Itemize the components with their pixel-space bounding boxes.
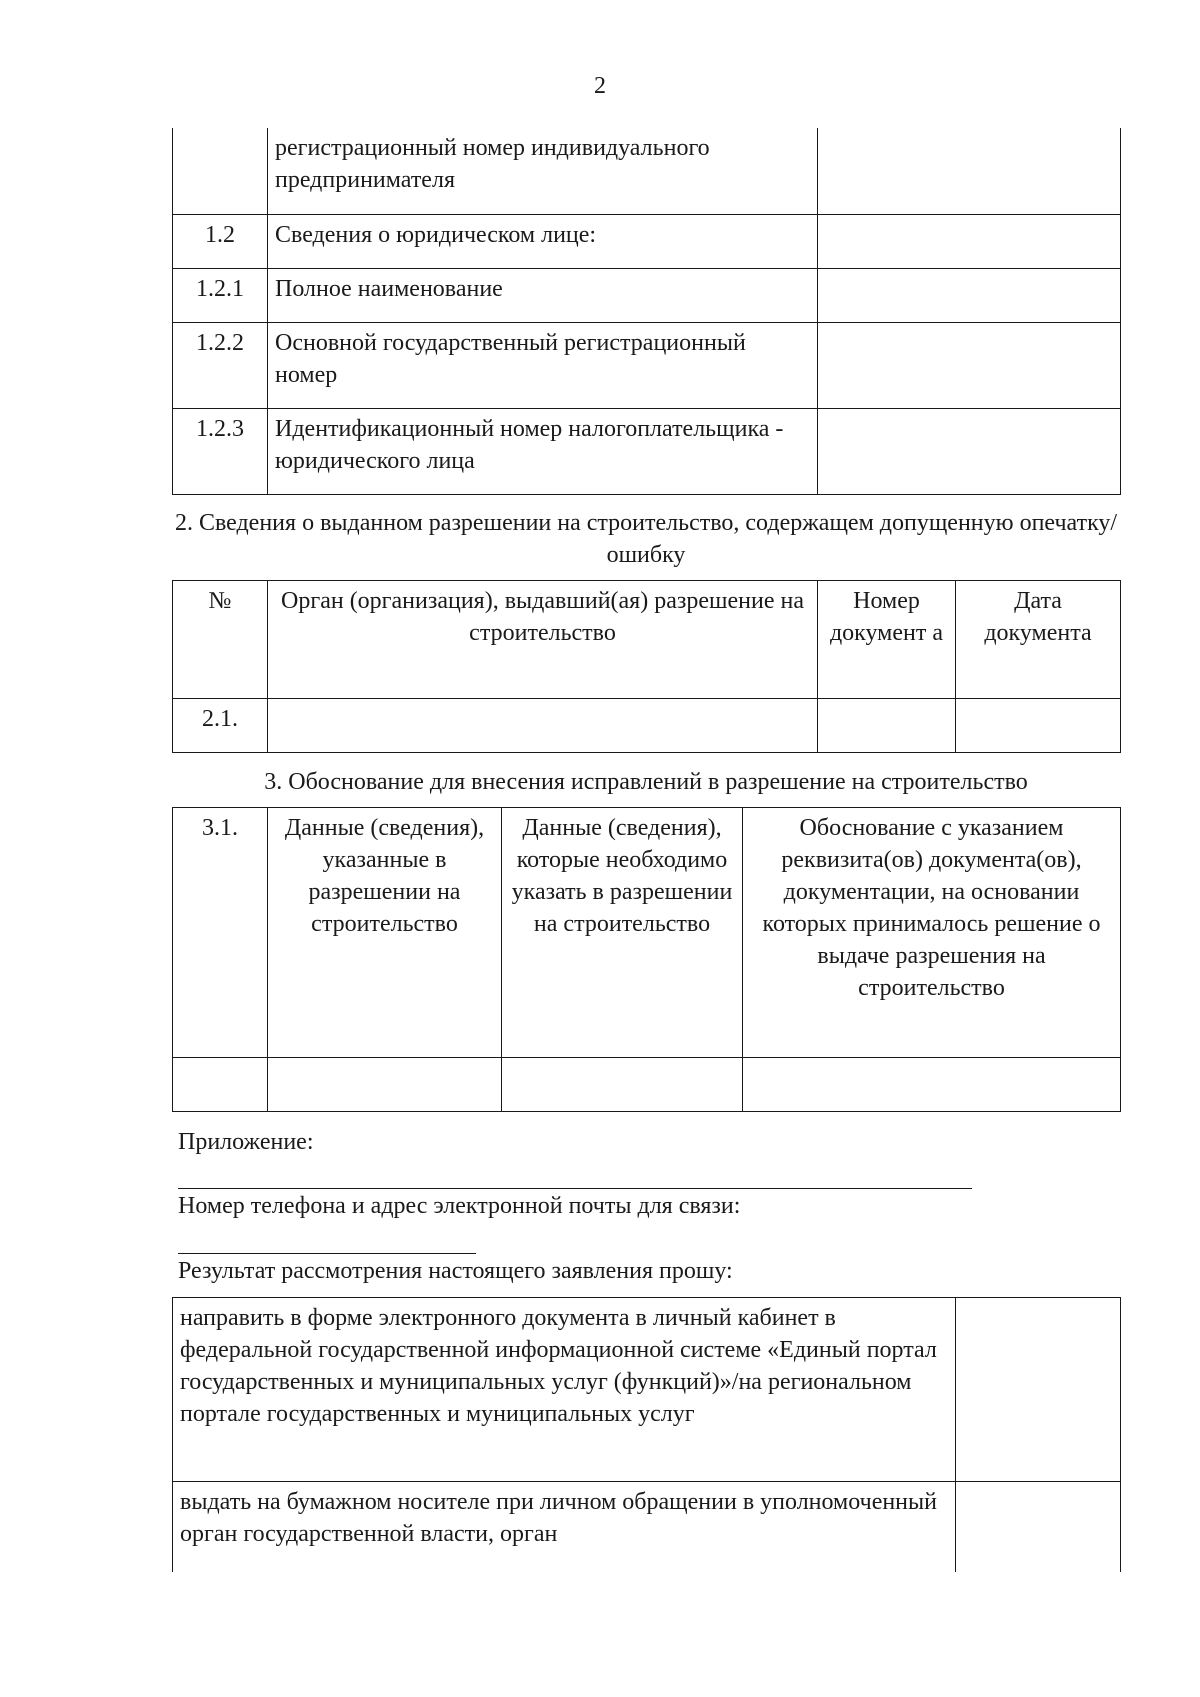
column-header: №: [173, 581, 268, 699]
organ-cell[interactable]: [268, 699, 818, 753]
row-label: Сведения о юридическом лице:: [268, 214, 818, 268]
current-data-cell[interactable]: [268, 1058, 502, 1112]
row-number: 1.2.2: [173, 322, 268, 408]
table-row: [173, 699, 1121, 753]
section2-table: [172, 580, 1121, 753]
section3-table: [172, 807, 1121, 1112]
option-text: направить в форме электронного документа в личный кабинет в федеральной государственной информационной системе «Единый портал государственных и муниципальных услуг (функций)»/на региональном портале государственных и муниципальных услуг: [173, 1298, 956, 1482]
row-number: [173, 1058, 268, 1112]
column-header: Орган (организация), выдавший(ая) разрешение на строительство: [268, 581, 818, 699]
attachment-label: Приложение:: [178, 1129, 314, 1155]
table-row: [173, 408, 1121, 494]
doc-date-cell[interactable]: [956, 699, 1121, 753]
justification-cell[interactable]: [743, 1058, 1121, 1112]
row-label: Основной государственный регистрационный номер: [268, 322, 818, 408]
column-header: Обоснование с указанием реквизита(ов) документа(ов), документации, на основании которых принималось решение о выдаче разрешения на строительство: [743, 808, 1121, 1058]
section1-table: [172, 128, 1121, 495]
page-number: 2: [594, 73, 606, 99]
table-row: [173, 268, 1121, 322]
row-value-cell[interactable]: [818, 214, 1121, 268]
row-value-cell[interactable]: [818, 268, 1121, 322]
contact-label: Номер телефона и адрес электронной почты для связи:: [178, 1193, 741, 1219]
table-header-row: [173, 808, 1121, 1058]
table-header-row: [173, 581, 1121, 699]
section3-title: 3. Обоснование для внесения исправлений в разрешение на строительство: [264, 769, 1028, 795]
column-header: Дата документа: [956, 581, 1121, 699]
column-header: Номер документ а: [818, 581, 956, 699]
table-row: [173, 1298, 1121, 1482]
option-text: выдать на бумажном носителе при личном обращении в уполномоченный орган государственной власти, орган: [173, 1482, 956, 1572]
doc-number-cell[interactable]: [818, 699, 956, 753]
row-number: [173, 128, 268, 214]
row-number: 1.2.1: [173, 268, 268, 322]
row-label: Полное наименование: [268, 268, 818, 322]
row-number: 1.2.3: [173, 408, 268, 494]
row-number: 1.2: [173, 214, 268, 268]
result-options-table: [172, 1297, 1121, 1572]
required-data-cell[interactable]: [502, 1058, 743, 1112]
row-label: регистрационный номер индивидуального предпринимателя: [268, 128, 818, 214]
section2-title: 2. Сведения о выданном разрешении на строительство, содержащем допущенную опечатку/ошибку: [174, 510, 1118, 568]
table-row: [173, 214, 1121, 268]
row-value-cell[interactable]: [818, 128, 1121, 214]
contact-line[interactable]: [178, 1253, 476, 1254]
row-number: 2.1.: [173, 699, 268, 753]
row-value-cell[interactable]: [818, 408, 1121, 494]
column-header: Данные (сведения), указанные в разрешении на строительство: [268, 808, 502, 1058]
table-row: [173, 1058, 1121, 1112]
option-mark-cell[interactable]: [956, 1482, 1121, 1572]
row-number: 3.1.: [173, 808, 268, 1058]
table-row: [173, 322, 1121, 408]
row-label: Идентификационный номер налогоплательщика - юридического лица: [268, 408, 818, 494]
attachment-line[interactable]: [178, 1188, 972, 1189]
table-row: [173, 128, 1121, 214]
table-row: [173, 1482, 1121, 1572]
option-mark-cell[interactable]: [956, 1298, 1121, 1482]
row-value-cell[interactable]: [818, 322, 1121, 408]
result-label: Результат рассмотрения настоящего заявления прошу:: [178, 1258, 733, 1284]
column-header: Данные (сведения), которые необходимо указать в разрешении на строительство: [502, 808, 743, 1058]
